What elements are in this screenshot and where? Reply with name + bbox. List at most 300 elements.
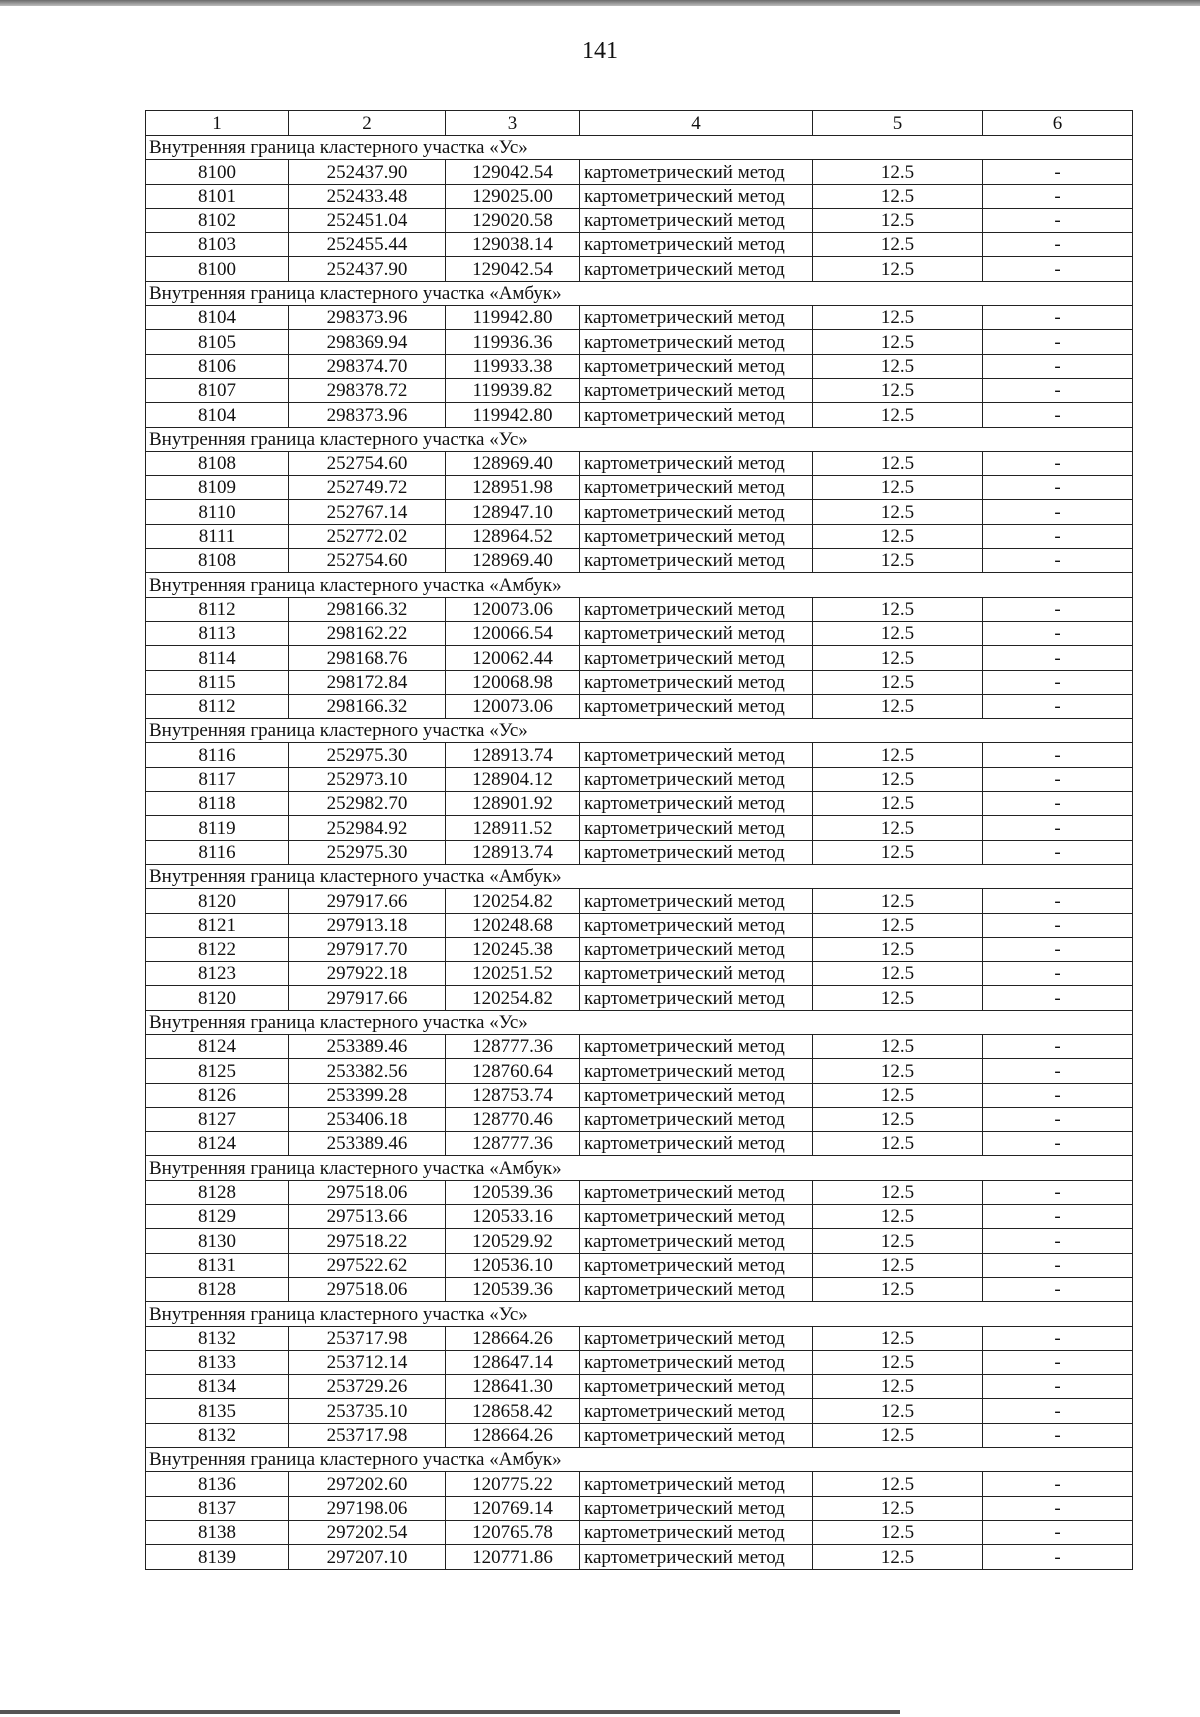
description-cell: -: [983, 986, 1133, 1010]
column-header: 3: [446, 111, 580, 136]
y-coordinate-cell: 128641.30: [446, 1375, 580, 1399]
x-coordinate-cell: 252455.44: [289, 233, 446, 257]
x-coordinate-cell: 252433.48: [289, 184, 446, 208]
scan-edge-bottom: [0, 1710, 900, 1714]
description-cell: -: [983, 160, 1133, 184]
point-number-cell: 8121: [146, 913, 289, 937]
table-row: [146, 306, 1133, 330]
table-row: [146, 208, 1133, 232]
table-row: [146, 1132, 1133, 1156]
table-row: [146, 1423, 1133, 1447]
point-number-cell: 8103: [146, 233, 289, 257]
accuracy-cell: 12.5: [813, 743, 983, 767]
y-coordinate-cell: 129038.14: [446, 233, 580, 257]
method-cell: картометрический метод: [580, 184, 813, 208]
point-number-cell: 8131: [146, 1253, 289, 1277]
accuracy-cell: 12.5: [813, 1350, 983, 1374]
description-cell: -: [983, 889, 1133, 913]
description-cell: -: [983, 792, 1133, 816]
method-cell: картометрический метод: [580, 1205, 813, 1229]
description-cell: -: [983, 330, 1133, 354]
y-coordinate-cell: 120775.22: [446, 1472, 580, 1496]
accuracy-cell: 12.5: [813, 767, 983, 791]
point-number-cell: 8139: [146, 1545, 289, 1569]
method-cell: картометрический метод: [580, 1375, 813, 1399]
accuracy-cell: 12.5: [813, 549, 983, 573]
table-row: [146, 816, 1133, 840]
x-coordinate-cell: 298166.32: [289, 597, 446, 621]
section-title: Внутренняя граница кластерного участка «Ус»: [146, 427, 1133, 451]
y-coordinate-cell: 119936.36: [446, 330, 580, 354]
description-cell: -: [983, 840, 1133, 864]
accuracy-cell: 12.5: [813, 403, 983, 427]
table-row: [146, 597, 1133, 621]
accuracy-cell: 12.5: [813, 840, 983, 864]
description-cell: -: [983, 816, 1133, 840]
description-cell: -: [983, 403, 1133, 427]
y-coordinate-cell: 120765.78: [446, 1520, 580, 1544]
point-number-cell: 8137: [146, 1496, 289, 1520]
table-row: [146, 670, 1133, 694]
y-coordinate-cell: 120769.14: [446, 1496, 580, 1520]
table-row: [146, 1545, 1133, 1569]
accuracy-cell: 12.5: [813, 233, 983, 257]
point-number-cell: 8119: [146, 816, 289, 840]
method-cell: картометрический метод: [580, 1132, 813, 1156]
point-number-cell: 8125: [146, 1059, 289, 1083]
x-coordinate-cell: 297513.66: [289, 1205, 446, 1229]
description-cell: -: [983, 1132, 1133, 1156]
table-row: [146, 549, 1133, 573]
accuracy-cell: 12.5: [813, 1034, 983, 1058]
table-row: [146, 767, 1133, 791]
accuracy-cell: 12.5: [813, 597, 983, 621]
y-coordinate-cell: 128664.26: [446, 1423, 580, 1447]
section-title: Внутренняя граница кластерного участка «Ус»: [146, 1010, 1133, 1034]
y-coordinate-cell: 120533.16: [446, 1205, 580, 1229]
point-number-cell: 8123: [146, 962, 289, 986]
point-number-cell: 8101: [146, 184, 289, 208]
description-cell: -: [983, 743, 1133, 767]
point-number-cell: 8116: [146, 743, 289, 767]
x-coordinate-cell: 297518.22: [289, 1229, 446, 1253]
accuracy-cell: 12.5: [813, 1205, 983, 1229]
method-cell: картометрический метод: [580, 451, 813, 475]
accuracy-cell: 12.5: [813, 937, 983, 961]
y-coordinate-cell: 120245.38: [446, 937, 580, 961]
method-cell: картометрический метод: [580, 694, 813, 718]
method-cell: картометрический метод: [580, 621, 813, 645]
column-header: 5: [813, 111, 983, 136]
y-coordinate-cell: 128777.36: [446, 1034, 580, 1058]
accuracy-cell: 12.5: [813, 621, 983, 645]
table-row: [146, 792, 1133, 816]
accuracy-cell: 12.5: [813, 257, 983, 281]
y-coordinate-cell: 120251.52: [446, 962, 580, 986]
y-coordinate-cell: 119933.38: [446, 354, 580, 378]
x-coordinate-cell: 297207.10: [289, 1545, 446, 1569]
description-cell: -: [983, 354, 1133, 378]
table-row: [146, 1205, 1133, 1229]
accuracy-cell: 12.5: [813, 1229, 983, 1253]
y-coordinate-cell: 120539.36: [446, 1277, 580, 1301]
method-cell: картометрический метод: [580, 306, 813, 330]
method-cell: картометрический метод: [580, 1277, 813, 1301]
y-coordinate-cell: 120066.54: [446, 621, 580, 645]
method-cell: картометрический метод: [580, 1472, 813, 1496]
table-row: [146, 743, 1133, 767]
table-header-row: [146, 111, 1133, 136]
table-row: [146, 1034, 1133, 1058]
section-header-row: [146, 573, 1133, 597]
section-title: Внутренняя граница кластерного участка «Ус»: [146, 1302, 1133, 1326]
method-cell: картометрический метод: [580, 500, 813, 524]
description-cell: -: [983, 1375, 1133, 1399]
y-coordinate-cell: 128658.42: [446, 1399, 580, 1423]
section-title: Внутренняя граница кластерного участка «Амбук»: [146, 864, 1133, 888]
y-coordinate-cell: 120073.06: [446, 597, 580, 621]
point-number-cell: 8136: [146, 1472, 289, 1496]
accuracy-cell: 12.5: [813, 816, 983, 840]
y-coordinate-cell: 128947.10: [446, 500, 580, 524]
accuracy-cell: 12.5: [813, 1496, 983, 1520]
accuracy-cell: 12.5: [813, 1180, 983, 1204]
description-cell: -: [983, 1107, 1133, 1131]
accuracy-cell: 12.5: [813, 208, 983, 232]
y-coordinate-cell: 128911.52: [446, 816, 580, 840]
column-header: 6: [983, 111, 1133, 136]
description-cell: -: [983, 1496, 1133, 1520]
description-cell: -: [983, 1253, 1133, 1277]
method-cell: картометрический метод: [580, 524, 813, 548]
accuracy-cell: 12.5: [813, 1423, 983, 1447]
description-cell: -: [983, 1423, 1133, 1447]
method-cell: картометрический метод: [580, 937, 813, 961]
method-cell: картометрический метод: [580, 208, 813, 232]
x-coordinate-cell: 298378.72: [289, 378, 446, 402]
point-number-cell: 8113: [146, 621, 289, 645]
x-coordinate-cell: 252772.02: [289, 524, 446, 548]
x-coordinate-cell: 252437.90: [289, 257, 446, 281]
x-coordinate-cell: 252749.72: [289, 476, 446, 500]
method-cell: картометрический метод: [580, 330, 813, 354]
y-coordinate-cell: 120073.06: [446, 694, 580, 718]
x-coordinate-cell: 253735.10: [289, 1399, 446, 1423]
description-cell: -: [983, 208, 1133, 232]
table-row: [146, 1472, 1133, 1496]
description-cell: -: [983, 767, 1133, 791]
accuracy-cell: 12.5: [813, 1326, 983, 1350]
method-cell: картометрический метод: [580, 792, 813, 816]
x-coordinate-cell: 253406.18: [289, 1107, 446, 1131]
point-number-cell: 8120: [146, 889, 289, 913]
table-row: [146, 1520, 1133, 1544]
description-cell: -: [983, 1034, 1133, 1058]
description-cell: -: [983, 184, 1133, 208]
table-row: [146, 1375, 1133, 1399]
description-cell: -: [983, 1520, 1133, 1544]
x-coordinate-cell: 252754.60: [289, 549, 446, 573]
point-number-cell: 8108: [146, 549, 289, 573]
x-coordinate-cell: 298162.22: [289, 621, 446, 645]
x-coordinate-cell: 297917.66: [289, 986, 446, 1010]
section-title: Внутренняя граница кластерного участка «Ус»: [146, 136, 1133, 160]
point-number-cell: 8107: [146, 378, 289, 402]
point-number-cell: 8111: [146, 524, 289, 548]
description-cell: -: [983, 1472, 1133, 1496]
description-cell: -: [983, 1399, 1133, 1423]
method-cell: картометрический метод: [580, 1423, 813, 1447]
point-number-cell: 8105: [146, 330, 289, 354]
point-number-cell: 8115: [146, 670, 289, 694]
accuracy-cell: 12.5: [813, 1375, 983, 1399]
x-coordinate-cell: 297913.18: [289, 913, 446, 937]
y-coordinate-cell: 128904.12: [446, 767, 580, 791]
point-number-cell: 8133: [146, 1350, 289, 1374]
y-coordinate-cell: 128647.14: [446, 1350, 580, 1374]
x-coordinate-cell: 298374.70: [289, 354, 446, 378]
method-cell: картометрический метод: [580, 1059, 813, 1083]
section-header-row: [146, 1448, 1133, 1472]
description-cell: -: [983, 937, 1133, 961]
x-coordinate-cell: 297917.66: [289, 889, 446, 913]
x-coordinate-cell: 298369.94: [289, 330, 446, 354]
accuracy-cell: 12.5: [813, 1520, 983, 1544]
table-row: [146, 233, 1133, 257]
x-coordinate-cell: 252437.90: [289, 160, 446, 184]
table-body: [146, 111, 1133, 1570]
method-cell: картометрический метод: [580, 160, 813, 184]
point-number-cell: 8132: [146, 1423, 289, 1447]
description-cell: -: [983, 1180, 1133, 1204]
point-number-cell: 8130: [146, 1229, 289, 1253]
section-header-row: [146, 281, 1133, 305]
description-cell: -: [983, 451, 1133, 475]
y-coordinate-cell: 120536.10: [446, 1253, 580, 1277]
table-row: [146, 1399, 1133, 1423]
method-cell: картометрический метод: [580, 1229, 813, 1253]
method-cell: картометрический метод: [580, 986, 813, 1010]
x-coordinate-cell: 253729.26: [289, 1375, 446, 1399]
accuracy-cell: 12.5: [813, 962, 983, 986]
method-cell: картометрический метод: [580, 767, 813, 791]
method-cell: картометрический метод: [580, 1083, 813, 1107]
x-coordinate-cell: 252451.04: [289, 208, 446, 232]
x-coordinate-cell: 298166.32: [289, 694, 446, 718]
x-coordinate-cell: 297198.06: [289, 1496, 446, 1520]
method-cell: картометрический метод: [580, 670, 813, 694]
point-number-cell: 8132: [146, 1326, 289, 1350]
section-title: Внутренняя граница кластерного участка «Амбук»: [146, 1156, 1133, 1180]
method-cell: картометрический метод: [580, 1326, 813, 1350]
column-header: 1: [146, 111, 289, 136]
y-coordinate-cell: 129020.58: [446, 208, 580, 232]
method-cell: картометрический метод: [580, 1253, 813, 1277]
description-cell: -: [983, 1229, 1133, 1253]
accuracy-cell: 12.5: [813, 889, 983, 913]
x-coordinate-cell: 252975.30: [289, 840, 446, 864]
method-cell: картометрический метод: [580, 743, 813, 767]
point-number-cell: 8106: [146, 354, 289, 378]
accuracy-cell: 12.5: [813, 670, 983, 694]
table-row: [146, 1180, 1133, 1204]
section-header-row: [146, 1302, 1133, 1326]
x-coordinate-cell: 297917.70: [289, 937, 446, 961]
accuracy-cell: 12.5: [813, 1083, 983, 1107]
table-row: [146, 621, 1133, 645]
x-coordinate-cell: 298373.96: [289, 306, 446, 330]
description-cell: -: [983, 646, 1133, 670]
description-cell: -: [983, 913, 1133, 937]
table-row: [146, 1350, 1133, 1374]
method-cell: картометрический метод: [580, 889, 813, 913]
method-cell: картометрический метод: [580, 1399, 813, 1423]
accuracy-cell: 12.5: [813, 1277, 983, 1301]
y-coordinate-cell: 120248.68: [446, 913, 580, 937]
section-header-row: [146, 136, 1133, 160]
section-title: Внутренняя граница кластерного участка «Амбук»: [146, 573, 1133, 597]
y-coordinate-cell: 119939.82: [446, 378, 580, 402]
y-coordinate-cell: 120254.82: [446, 889, 580, 913]
method-cell: картометрический метод: [580, 1107, 813, 1131]
table-row: [146, 840, 1133, 864]
description-cell: -: [983, 597, 1133, 621]
x-coordinate-cell: 298172.84: [289, 670, 446, 694]
point-number-cell: 8138: [146, 1520, 289, 1544]
accuracy-cell: 12.5: [813, 306, 983, 330]
table-row: [146, 524, 1133, 548]
x-coordinate-cell: 253399.28: [289, 1083, 446, 1107]
y-coordinate-cell: 120529.92: [446, 1229, 580, 1253]
description-cell: -: [983, 694, 1133, 718]
method-cell: картометрический метод: [580, 1496, 813, 1520]
table-row: [146, 257, 1133, 281]
accuracy-cell: 12.5: [813, 451, 983, 475]
description-cell: -: [983, 549, 1133, 573]
accuracy-cell: 12.5: [813, 184, 983, 208]
section-header-row: [146, 1156, 1133, 1180]
y-coordinate-cell: 120771.86: [446, 1545, 580, 1569]
point-number-cell: 8112: [146, 597, 289, 621]
point-number-cell: 8118: [146, 792, 289, 816]
section-header-row: [146, 864, 1133, 888]
y-coordinate-cell: 128664.26: [446, 1326, 580, 1350]
x-coordinate-cell: 252975.30: [289, 743, 446, 767]
point-number-cell: 8124: [146, 1132, 289, 1156]
point-number-cell: 8114: [146, 646, 289, 670]
point-number-cell: 8122: [146, 937, 289, 961]
accuracy-cell: 12.5: [813, 378, 983, 402]
description-cell: -: [983, 257, 1133, 281]
y-coordinate-cell: 128913.74: [446, 840, 580, 864]
table-row: [146, 476, 1133, 500]
scan-edge-top: [0, 0, 1200, 6]
y-coordinate-cell: 129042.54: [446, 257, 580, 281]
table-row: [146, 962, 1133, 986]
accuracy-cell: 12.5: [813, 792, 983, 816]
coordinates-table: [145, 110, 1133, 1570]
y-coordinate-cell: 120254.82: [446, 986, 580, 1010]
y-coordinate-cell: 120062.44: [446, 646, 580, 670]
y-coordinate-cell: 128777.36: [446, 1132, 580, 1156]
table-row: [146, 646, 1133, 670]
method-cell: картометрический метод: [580, 378, 813, 402]
method-cell: картометрический метод: [580, 257, 813, 281]
x-coordinate-cell: 253389.46: [289, 1132, 446, 1156]
x-coordinate-cell: 252973.10: [289, 767, 446, 791]
method-cell: картометрический метод: [580, 1520, 813, 1544]
method-cell: картометрический метод: [580, 1545, 813, 1569]
point-number-cell: 8116: [146, 840, 289, 864]
section-title: Внутренняя граница кластерного участка «Амбук»: [146, 281, 1133, 305]
table-row: [146, 1496, 1133, 1520]
table-row: [146, 1059, 1133, 1083]
description-cell: -: [983, 962, 1133, 986]
page-number: 141: [582, 38, 618, 64]
y-coordinate-cell: 128969.40: [446, 451, 580, 475]
description-cell: -: [983, 233, 1133, 257]
method-cell: картометрический метод: [580, 549, 813, 573]
accuracy-cell: 12.5: [813, 646, 983, 670]
x-coordinate-cell: 253389.46: [289, 1034, 446, 1058]
accuracy-cell: 12.5: [813, 1472, 983, 1496]
x-coordinate-cell: 253717.98: [289, 1423, 446, 1447]
point-number-cell: 8128: [146, 1180, 289, 1204]
x-coordinate-cell: 297922.18: [289, 962, 446, 986]
accuracy-cell: 12.5: [813, 986, 983, 1010]
section-title: Внутренняя граница кластерного участка «Амбук»: [146, 1448, 1133, 1472]
y-coordinate-cell: 128753.74: [446, 1083, 580, 1107]
point-number-cell: 8134: [146, 1375, 289, 1399]
description-cell: -: [983, 500, 1133, 524]
table-row: [146, 403, 1133, 427]
section-header-row: [146, 719, 1133, 743]
point-number-cell: 8110: [146, 500, 289, 524]
x-coordinate-cell: 252982.70: [289, 792, 446, 816]
point-number-cell: 8104: [146, 306, 289, 330]
table-row: [146, 889, 1133, 913]
y-coordinate-cell: 128901.92: [446, 792, 580, 816]
table-row: [146, 354, 1133, 378]
accuracy-cell: 12.5: [813, 500, 983, 524]
table-row: [146, 913, 1133, 937]
accuracy-cell: 12.5: [813, 476, 983, 500]
description-cell: -: [983, 1059, 1133, 1083]
description-cell: -: [983, 1350, 1133, 1374]
point-number-cell: 8127: [146, 1107, 289, 1131]
table-row: [146, 378, 1133, 402]
y-coordinate-cell: 128760.64: [446, 1059, 580, 1083]
description-cell: -: [983, 1083, 1133, 1107]
y-coordinate-cell: 119942.80: [446, 403, 580, 427]
x-coordinate-cell: 252767.14: [289, 500, 446, 524]
point-number-cell: 8108: [146, 451, 289, 475]
description-cell: -: [983, 621, 1133, 645]
method-cell: картометрический метод: [580, 1180, 813, 1204]
table-row: [146, 160, 1133, 184]
point-number-cell: 8102: [146, 208, 289, 232]
y-coordinate-cell: 119942.80: [446, 306, 580, 330]
description-cell: -: [983, 1205, 1133, 1229]
x-coordinate-cell: 253712.14: [289, 1350, 446, 1374]
accuracy-cell: 12.5: [813, 1059, 983, 1083]
description-cell: -: [983, 1277, 1133, 1301]
description-cell: -: [983, 670, 1133, 694]
point-number-cell: 8120: [146, 986, 289, 1010]
method-cell: картометрический метод: [580, 646, 813, 670]
method-cell: картометрический метод: [580, 233, 813, 257]
table-row: [146, 937, 1133, 961]
